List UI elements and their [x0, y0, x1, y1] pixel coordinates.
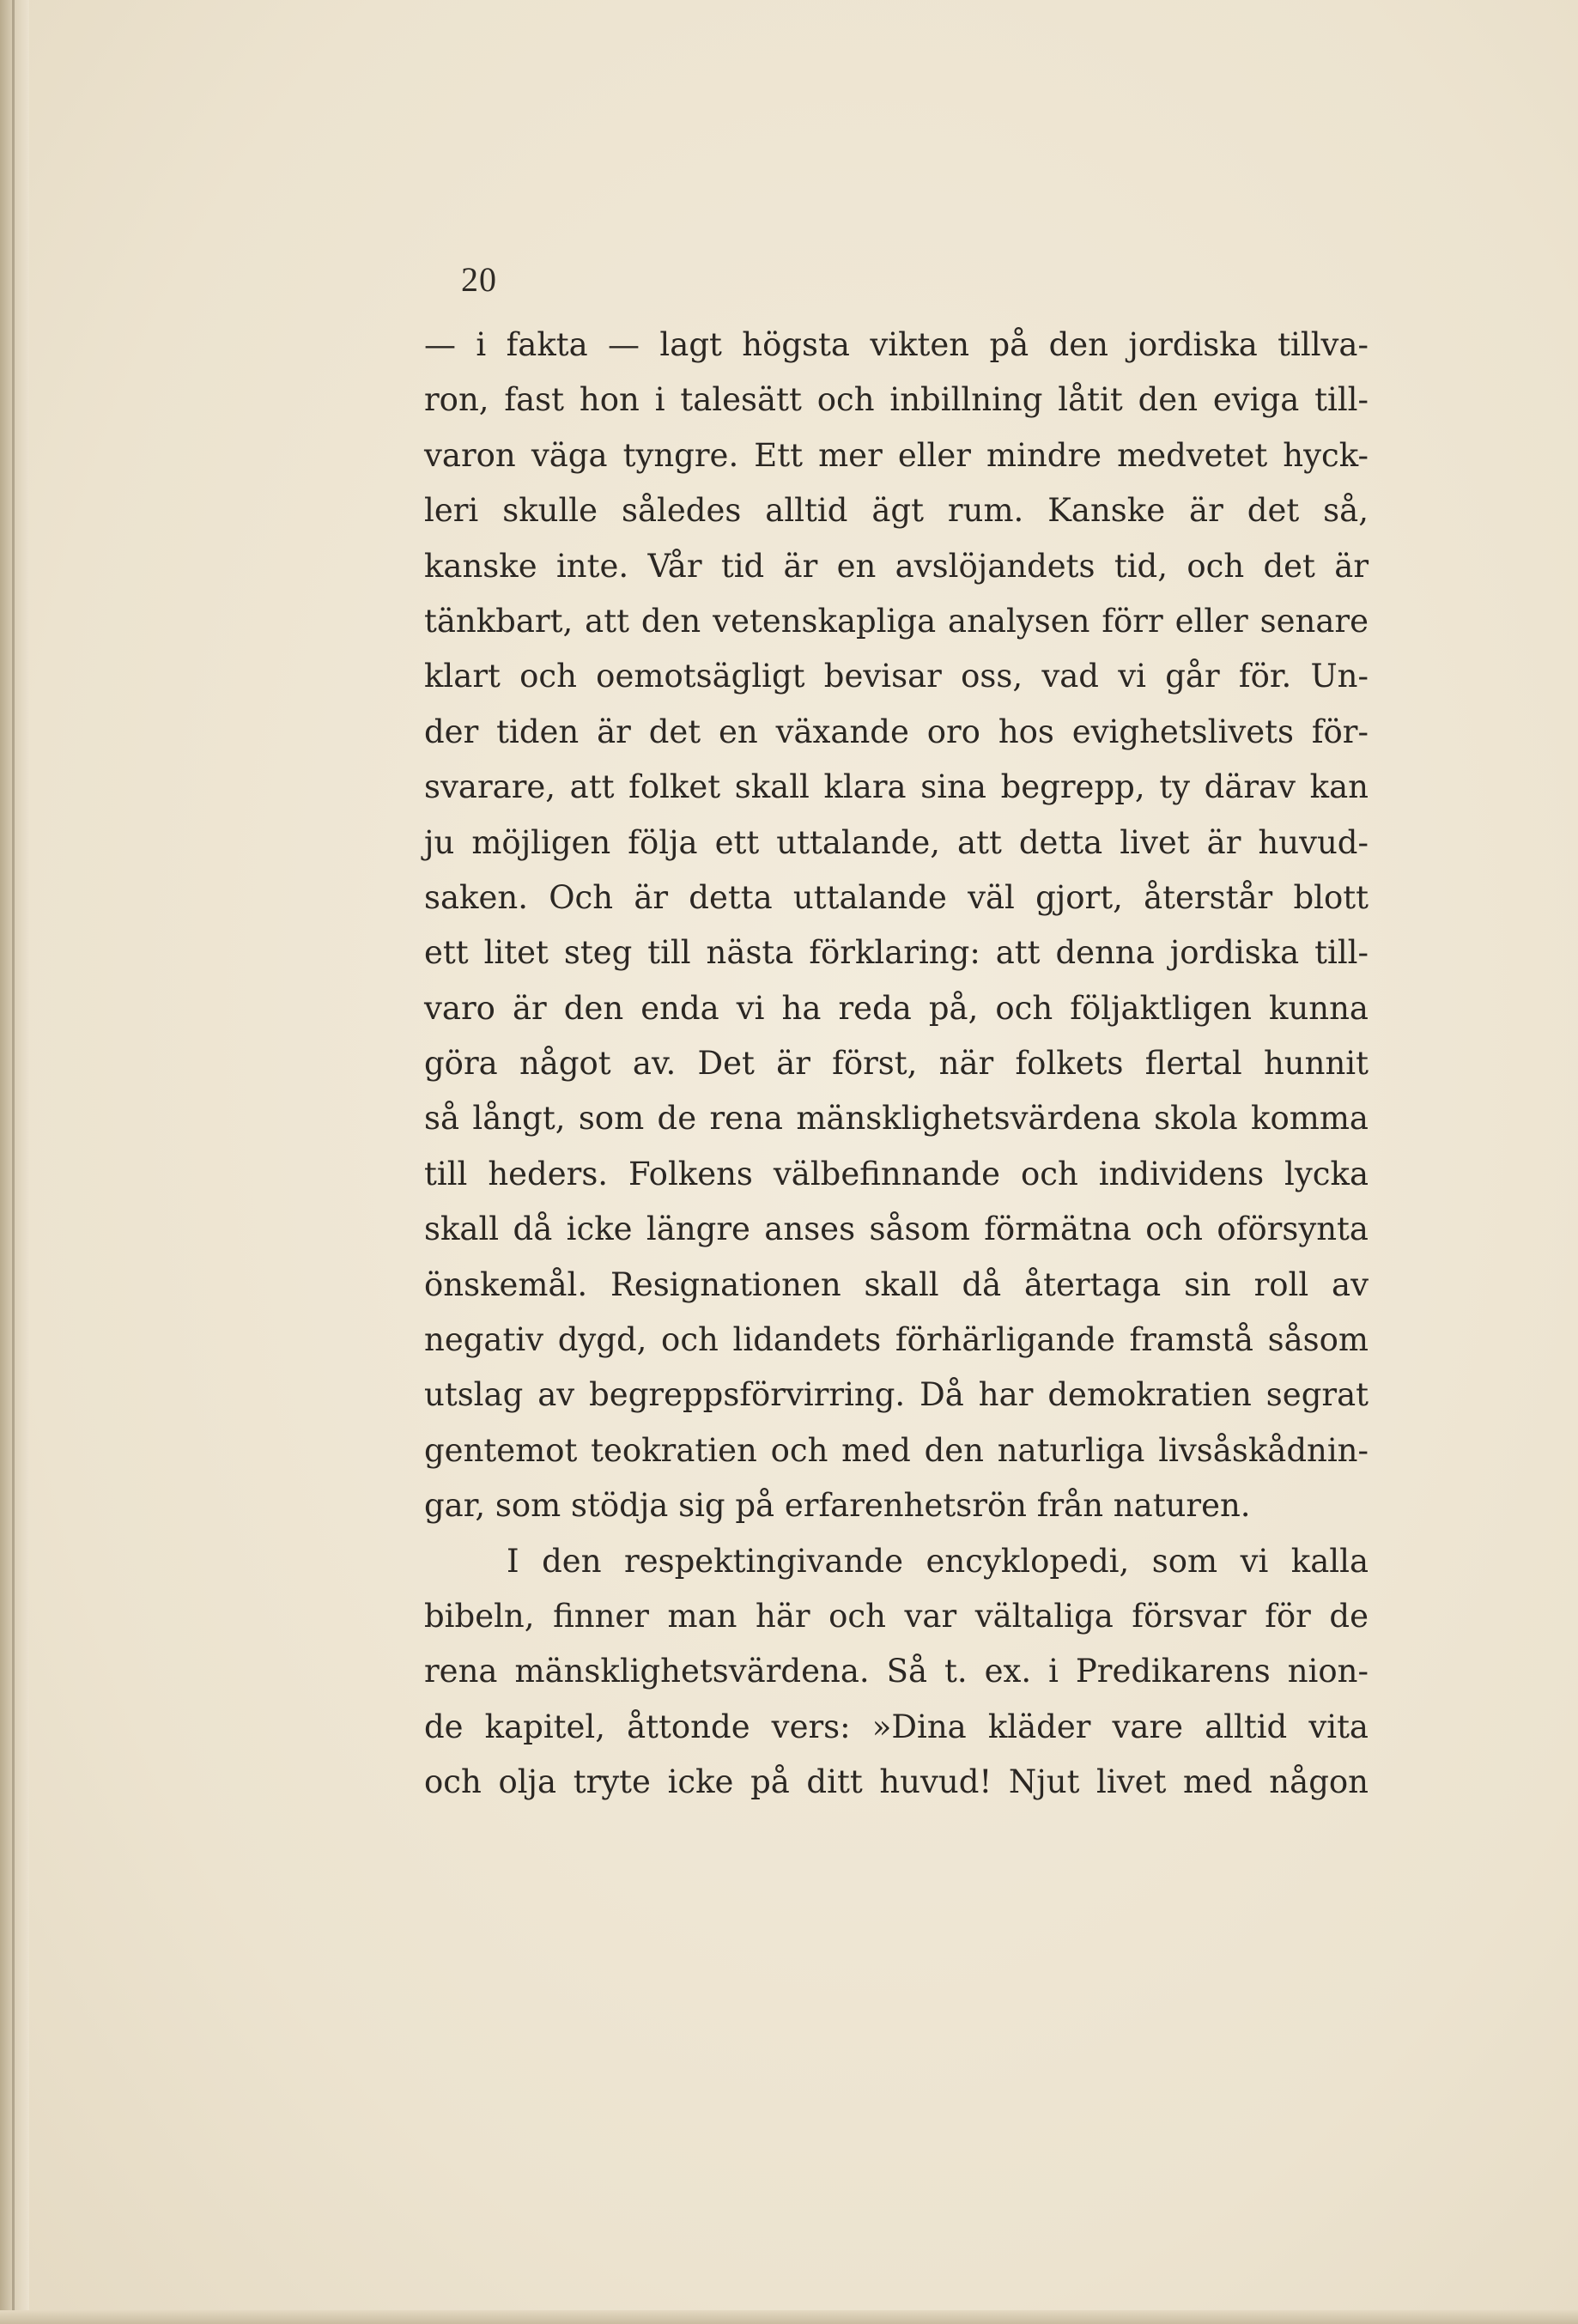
text-line: utslag av begreppsförvirring. Då har demokratien segrat — [424, 1376, 1369, 1414]
text-line: varo är den enda vi ha reda på, och följaktligen kunna — [424, 989, 1369, 1027]
text-line: tänkbart, att den vetenskapliga analysen förr eller senare — [424, 602, 1369, 640]
text-line: — i fakta — lagt högsta vikten på den jordiska tillva- — [424, 326, 1369, 363]
text-line: ron, fast hon i talesätt och inbillning låtit den eviga till- — [424, 381, 1369, 419]
text-line: gar, som stödja sig på erfarenhetsrön från naturen. — [424, 1487, 1251, 1525]
body-text — [424, 318, 1369, 1811]
text-line: svarare, att folket skall klara sina begrepp, ty därav kan — [424, 768, 1369, 806]
text-line: I den respektingivande encyklopedi, som vi kalla — [507, 1542, 1369, 1580]
text-line: göra något av. Det är först, när folkets flertal hunnit — [424, 1045, 1369, 1083]
text-line: klart och oemotsägligt bevisar oss, vad vi går för. Un- — [424, 658, 1369, 695]
text-line: kanske inte. Vår tid är en avslöjandets tid, och det är — [424, 547, 1369, 585]
text-line: ett litet steg till nästa förklaring: att denna jordiska till- — [424, 934, 1369, 972]
text-line: skall då icke längre anses såsom förmätna och oförsynta — [424, 1211, 1369, 1248]
text-line: ju möjligen följa ett uttalande, att detta livet är huvud- — [424, 823, 1369, 861]
text-line: varon väga tyngre. Ett mer eller mindre medvetet hyck- — [424, 436, 1369, 474]
binding-edge — [0, 0, 29, 2324]
text-line: negativ dygd, och lidandets förhärligande framstå såsom — [424, 1321, 1369, 1359]
text-line: saken. Och är detta uttalande väl gjort, återstår blott — [424, 878, 1369, 916]
text-line: bibeln, finner man här och var vältaliga försvar för de — [424, 1597, 1369, 1635]
text-line: så långt, som de rena mänsklighetsvärdena skola komma — [424, 1100, 1369, 1138]
text-line: till heders. Folkens välbefinnande och individens lycka — [424, 1155, 1369, 1192]
text-line: de kapitel, åttonde vers: »Dina kläder vare alltid vita — [424, 1708, 1369, 1745]
text-line: gentemot teokratien och med den naturliga livsåskådnin- — [424, 1431, 1369, 1469]
binding-shadow-line — [12, 0, 15, 2324]
text-line: och olja tryte icke på ditt huvud! Njut livet med någon — [424, 1763, 1369, 1801]
text-line: der tiden är det en växande oro hos evighetslivets för- — [424, 713, 1369, 750]
page-bottom-edge — [0, 2310, 1578, 2324]
text-line: rena mänsklighetsvärdena. Så t. ex. i Predikarens nion- — [424, 1653, 1369, 1690]
page-number: 20 — [461, 260, 497, 299]
text-line: leri skulle således alltid ägt rum. Kanske är det så, — [424, 492, 1369, 530]
text-line: önskemål. Resignationen skall då återtaga sin roll av — [424, 1265, 1369, 1303]
